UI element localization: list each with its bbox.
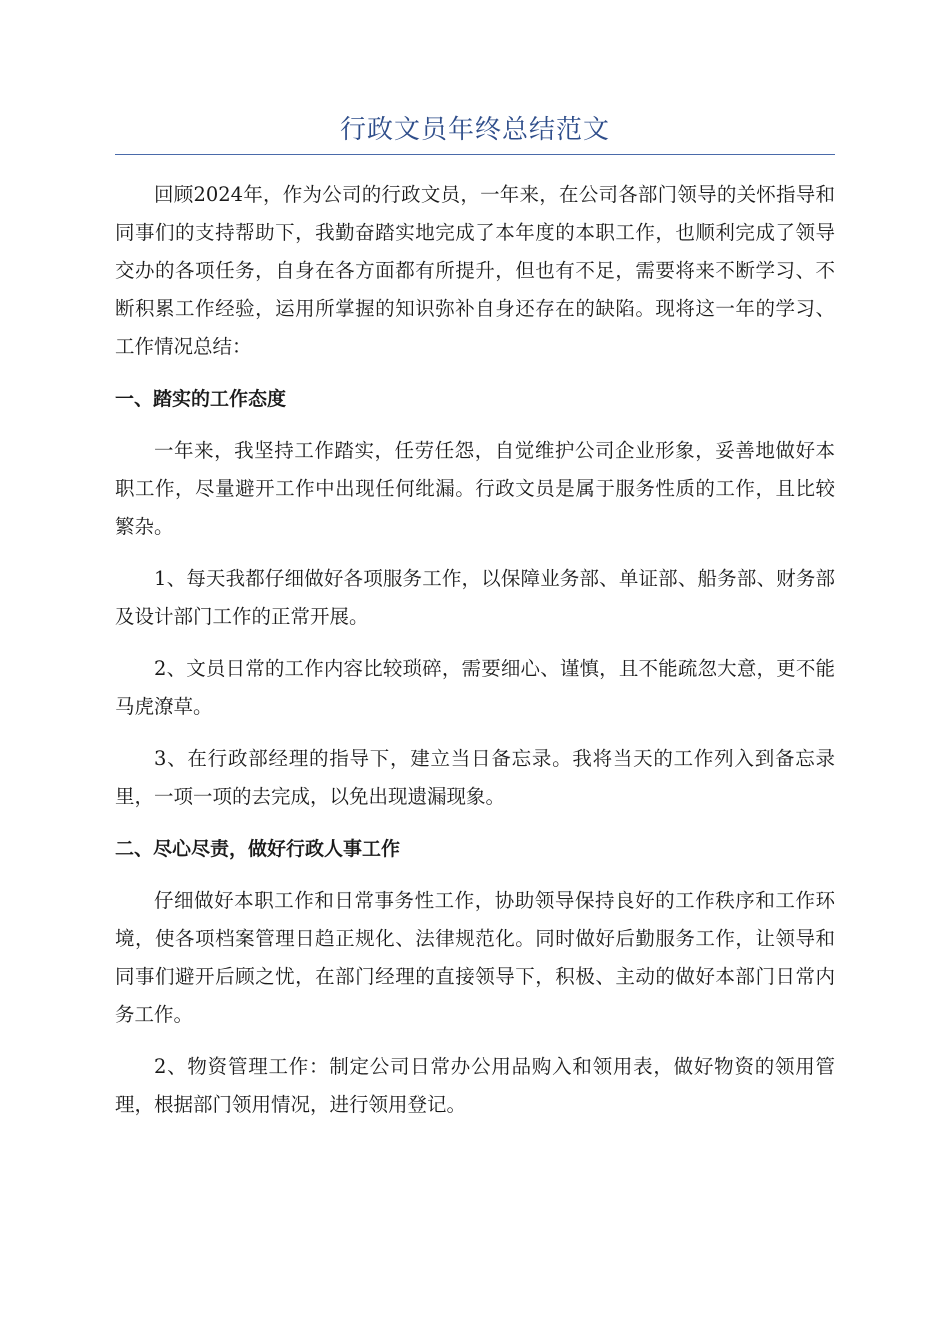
spacer bbox=[115, 816, 835, 830]
section-1-paragraph-3: 2、文员日常的工作内容比较琐碎，需要细心、谨慎，且不能疏忽大意，更不能马虎潦草。 bbox=[115, 657, 835, 718]
section-2-heading: 二、尽心尽责，做好行政人事工作 bbox=[115, 838, 401, 860]
spacer bbox=[115, 636, 835, 650]
title-underline bbox=[115, 154, 835, 155]
spacer bbox=[115, 366, 835, 380]
spacer bbox=[115, 546, 835, 560]
section-1-heading: 一、踏实的工作态度 bbox=[115, 388, 287, 410]
spacer bbox=[115, 1034, 835, 1048]
spacer bbox=[115, 868, 835, 882]
document-body bbox=[115, 176, 835, 1124]
intro-paragraph: 回顾2024年，作为公司的行政文员，一年来，在公司各部门领导的关怀指导和同事们的支持帮助下，我勤奋踏实地完成了本年度的本职工作，也顺利完成了领导交办的各项任务，自身在各方面都有所提升，但也有不足，需要将来不断学习、不断积累工作经验，运用所掌握的知识弥补自身还存在的缺陷。现将这一年的学习、工作情况总结： bbox=[115, 183, 835, 358]
section-1-paragraph-4: 3、在行政部经理的指导下，建立当日备忘录。我将当天的工作列入到备忘录里，一项一项的去完成，以免出现遗漏现象。 bbox=[115, 747, 835, 808]
section-1-paragraph-1: 一年来，我坚持工作踏实，任劳任怨，自觉维护公司企业形象，妥善地做好本职工作，尽量避开工作中出现任何纰漏。行政文员是属于服务性质的工作，且比较繁杂。 bbox=[115, 439, 835, 538]
spacer bbox=[115, 418, 835, 432]
section-1-paragraph-2: 1、每天我都仔细做好各项服务工作，以保障业务部、单证部、船务部、财务部及设计部门工作的正常开展。 bbox=[115, 567, 835, 628]
section-2-paragraph-1: 仔细做好本职工作和日常事务性工作，协助领导保持良好的工作秩序和工作环境，使各项档案管理日趋正规化、法律规范化。同时做好后勤服务工作，让领导和同事们避开后顾之忧，在部门经理的直接领导下，积极、主动的做好本部门日常内务工作。 bbox=[115, 889, 835, 1026]
spacer bbox=[115, 726, 835, 740]
document-title: 行政文员年终总结范文 bbox=[339, 115, 610, 145]
section-2-paragraph-2: 2、物资管理工作：制定公司日常办公用品购入和领用表，做好物资的领用管理，根据部门领用情况，进行领用登记。 bbox=[115, 1055, 835, 1116]
